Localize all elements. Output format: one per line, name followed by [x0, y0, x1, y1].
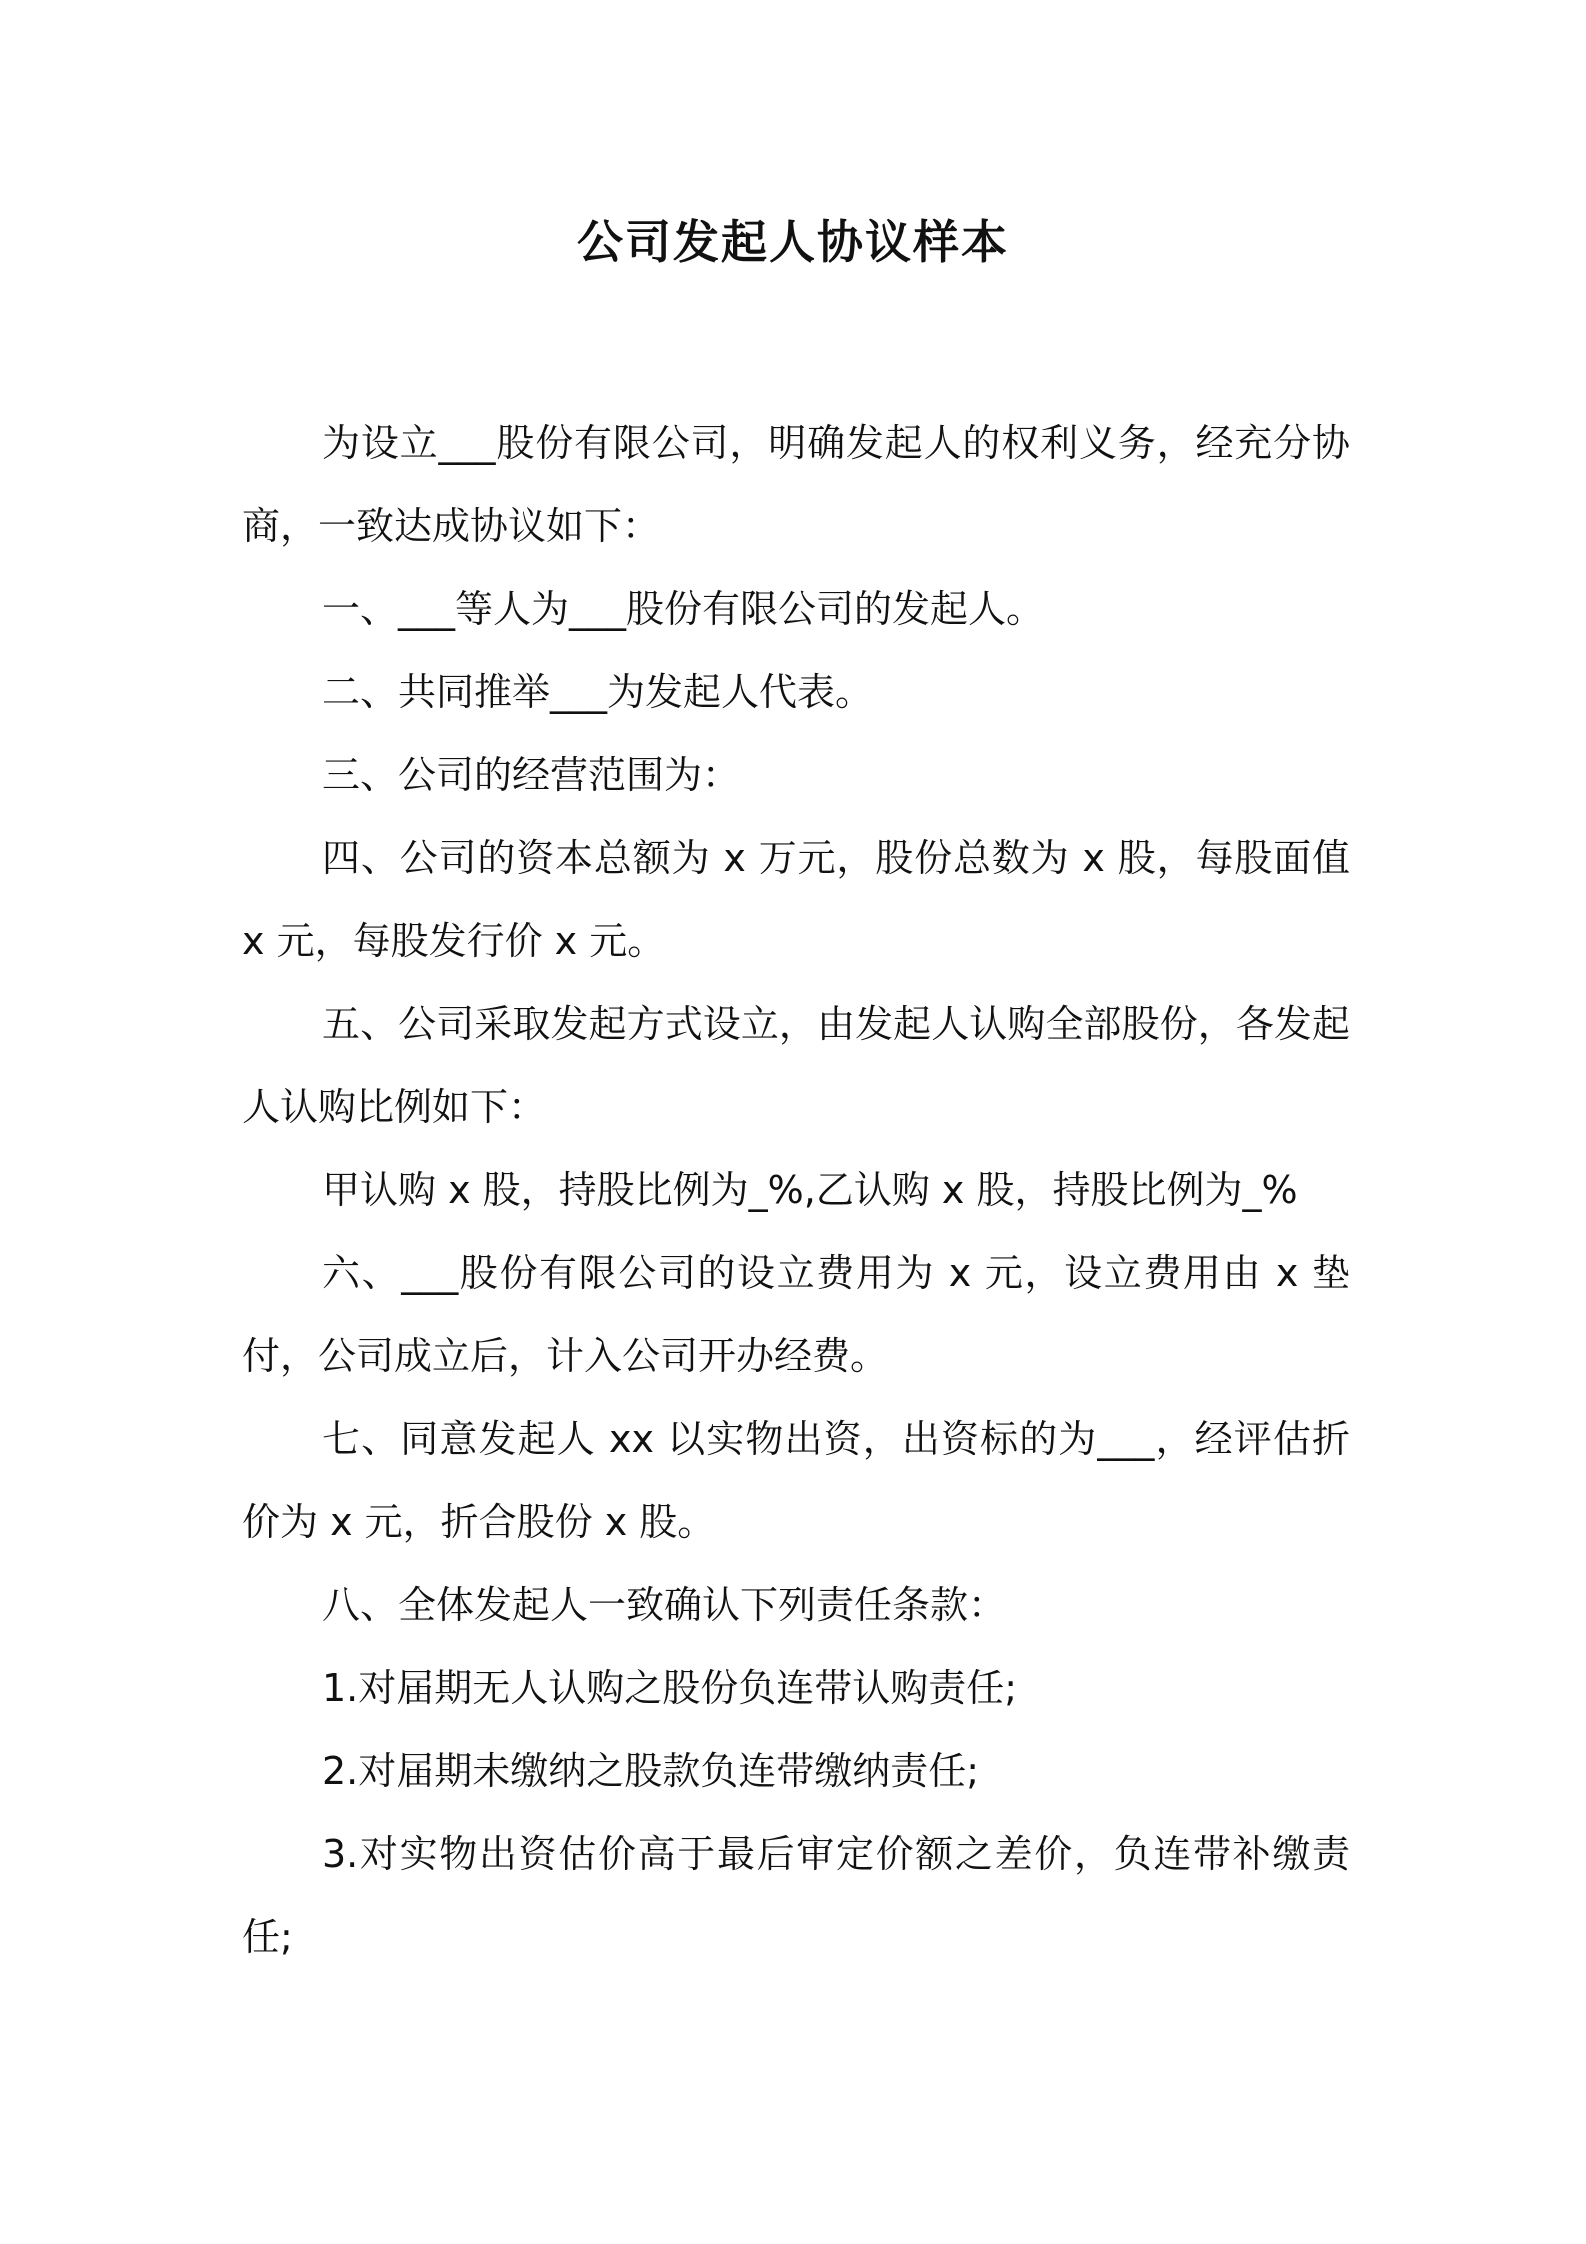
paragraph-responsibility-1: 1.对届期无人认购之股份负连带认购责任;	[322, 1666, 1018, 1710]
paragraph-clause-6: 六、___股份有限公司的设立费用为 x 元，设立费用由 x 垫付，公司成立后，计入公司开办经费。	[242, 1251, 1350, 1378]
paragraph-subscription-ratio: 甲认购 x 股，持股比例为_%,乙认购 x 股，持股比例为_%	[322, 1168, 1298, 1212]
paragraph-clause-8: 八、全体发起人一致确认下列责任条款：	[322, 1583, 1007, 1627]
paragraph-intro: 为设立___股份有限公司，明确发起人的权利义务，经充分协商，一致达成协议如下：	[242, 421, 1350, 548]
paragraph-clause-1: 一、___等人为___股份有限公司的发起人。	[322, 587, 1045, 631]
paragraph-responsibility-2: 2.对届期未缴纳之股款负连带缴纳责任;	[322, 1749, 980, 1793]
paragraph-clause-4: 四、公司的资本总额为 x 万元，股份总数为 x 股，每股面值 x 元，每股发行价 x 元。	[242, 836, 1350, 963]
paragraph-clause-3: 三、公司的经营范围为：	[322, 753, 741, 797]
paragraph-clause-2: 二、共同推举___为发起人代表。	[322, 670, 874, 714]
paragraph-clause-7: 七、同意发起人 xx 以实物出资，出资标的为___，经评估折价为 x 元，折合股份 x 股。	[242, 1417, 1350, 1544]
paragraph-responsibility-3: 3.对实物出资估价高于最后审定价额之差价，负连带补缴责任;	[242, 1832, 1350, 1959]
document-body	[242, 402, 1350, 1979]
document-title: 公司发起人协议样本	[577, 215, 1009, 269]
paragraph-clause-5: 五、公司采取发起方式设立，由发起人认购全部股份，各发起人认购比例如下：	[242, 1002, 1350, 1129]
